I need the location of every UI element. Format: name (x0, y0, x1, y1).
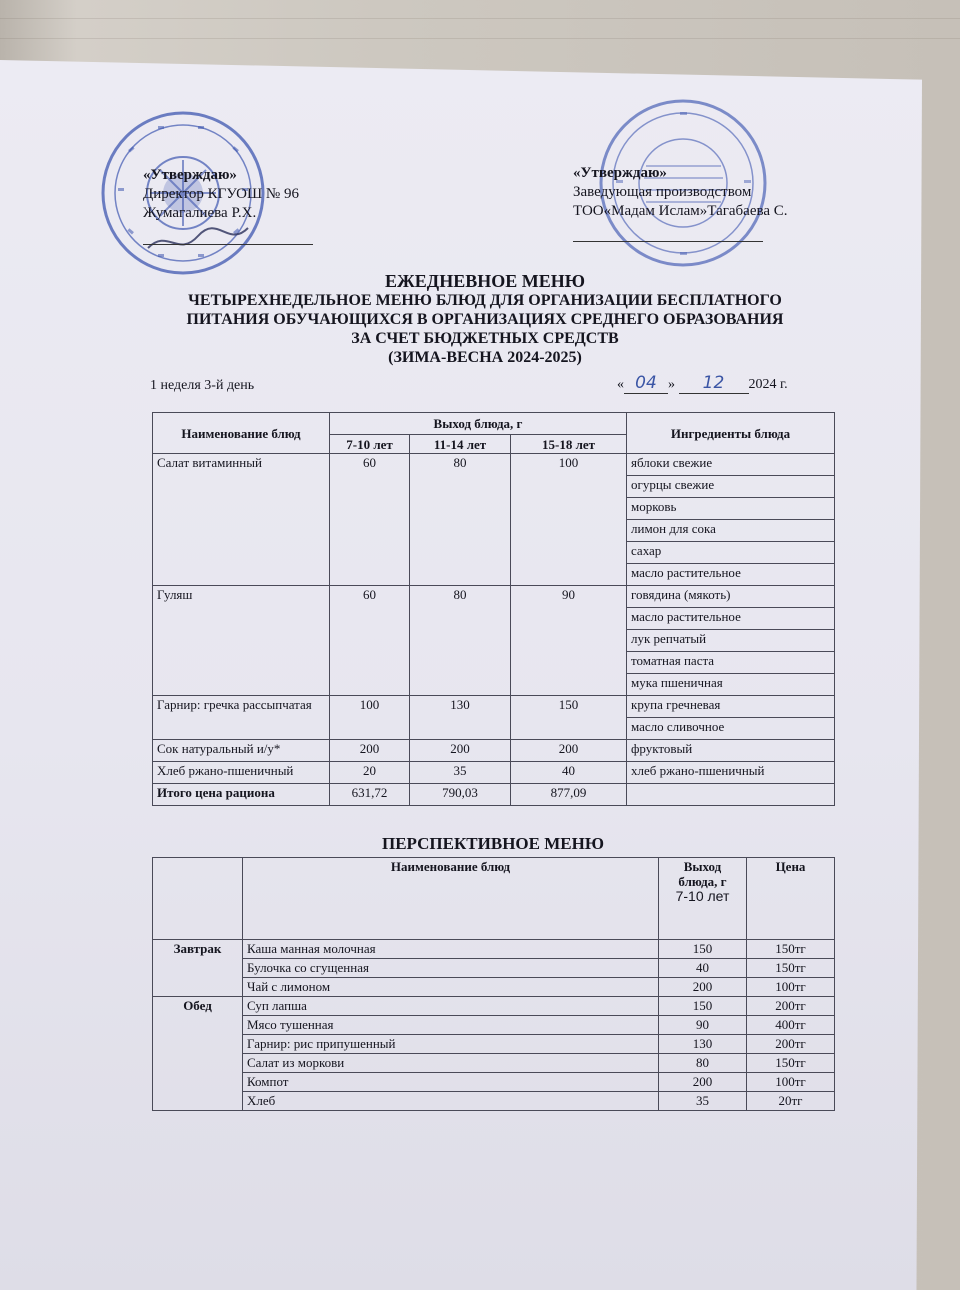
meal-name: Завтрак (153, 940, 243, 997)
dish-yield: 90 (511, 586, 627, 696)
ingredient: сахар (627, 542, 835, 564)
ingredient: мука пшеничная (627, 674, 835, 696)
dish-name: Суп лапша (243, 997, 659, 1016)
dish-yield: 100 (330, 696, 410, 740)
table-row (153, 696, 835, 718)
ingredient: морковь (627, 498, 835, 520)
dish-yield: 80 (410, 586, 511, 696)
ingredients-header: Ингредиенты блюда (627, 413, 835, 454)
dish-yield: 100 (511, 454, 627, 586)
approval-heading: «Утверждаю» (143, 167, 237, 183)
dish-name: Мясо тушенная (243, 1016, 659, 1035)
title-line: ЧЕТЫРЕХНЕДЕЛЬНОЕ МЕНЮ БЛЮД ДЛЯ ОРГАНИЗАЦИИ БЕСПЛАТНОГО (188, 292, 782, 309)
dish-name: Гуляш (153, 586, 330, 696)
dish-price: 150тг (747, 959, 835, 978)
dish-yield: 80 (659, 1054, 747, 1073)
yield-header (659, 858, 747, 940)
dish-yield: 150 (659, 997, 747, 1016)
table-row (153, 959, 835, 978)
title-line: ЕЖЕДНЕВНОЕ МЕНЮ (385, 271, 585, 291)
age-header: 15-18 лет (511, 435, 627, 454)
wood-grain (0, 38, 960, 39)
table-row (153, 586, 835, 608)
dish-yield: 130 (410, 696, 511, 740)
ingredient: лук репчатый (627, 630, 835, 652)
dish-yield: 60 (330, 454, 410, 586)
dish-name: Хлеб ржано-пшеничный (153, 762, 330, 784)
ingredient: хлеб ржано-пшеничный (627, 762, 835, 784)
wood-grain (0, 18, 960, 19)
empty-cell (627, 784, 835, 806)
dish-yield: 200 (511, 740, 627, 762)
table-row (153, 1073, 835, 1092)
ingredient: говядина (мякоть) (627, 586, 835, 608)
dish-yield: 150 (511, 696, 627, 740)
ingredient: яблоки свежие (627, 454, 835, 476)
age-header: 7-10 лет (330, 435, 410, 454)
production-head-name: ТОО«Мадам Ислам»Тагабаева С. (573, 203, 788, 219)
table-row (153, 1092, 835, 1111)
dish-yield: 35 (410, 762, 511, 784)
dish-yield: 200 (659, 978, 747, 997)
signature-line (143, 244, 313, 245)
dish-header: Наименование блюд (153, 413, 330, 454)
total-row (153, 784, 835, 806)
table-row (153, 1054, 835, 1073)
dish-yield: 60 (330, 586, 410, 696)
dish-name: Гарнир: рис припушенный (243, 1035, 659, 1054)
meal-name: Обед (153, 997, 243, 1111)
ingredient: огурцы свежие (627, 476, 835, 498)
perspective-menu-table (152, 857, 835, 1111)
table-row (153, 1016, 835, 1035)
dish-header: Наименование блюд (243, 858, 659, 940)
dish-yield: 200 (659, 1073, 747, 1092)
dish-price: 400тг (747, 1016, 835, 1035)
daily-menu-table (152, 412, 835, 806)
perspective-title: ПЕРСПЕКТИВНОЕ МЕНЮ (381, 834, 604, 853)
table-row (153, 978, 835, 997)
date-quote-close: » (668, 377, 675, 392)
age-header: 11-14 лет (410, 435, 511, 454)
table-row (153, 997, 835, 1016)
dish-yield: 35 (659, 1092, 747, 1111)
signature-line (573, 241, 763, 242)
title-line: ПИТАНИЯ ОБУЧАЮЩИХСЯ В ОРГАНИЗАЦИЯХ СРЕДНЕГО ОБРАЗОВАНИЯ (186, 311, 784, 328)
title-line: ЗА СЧЕТ БЮДЖЕТНЫХ СРЕДСТВ (351, 330, 619, 347)
age-header: 7-10 лет (675, 888, 730, 904)
dish-yield: 200 (330, 740, 410, 762)
meal-header (153, 858, 243, 940)
table-row (153, 940, 835, 959)
dish-price: 200тг (747, 1035, 835, 1054)
dish-name: Булочка со сгущенная (243, 959, 659, 978)
document-title (140, 272, 830, 367)
date-year: 2024 г. (748, 377, 788, 392)
total-label: Итого цена рациона (153, 784, 330, 806)
production-head-title: Заведующая производством (573, 184, 752, 200)
price-header: Цена (747, 858, 835, 940)
director-name: Жумагалиева Р.Х. (143, 205, 257, 221)
dish-price: 20тг (747, 1092, 835, 1111)
dish-yield: 20 (330, 762, 410, 784)
date-month: 12 (679, 373, 749, 394)
date-day: 04 (624, 373, 668, 394)
dish-price: 150тг (747, 1054, 835, 1073)
dish-yield: 90 (659, 1016, 747, 1035)
dish-price: 150тг (747, 940, 835, 959)
dish-name: Сок натуральный и/у* (153, 740, 330, 762)
dish-name: Хлеб (243, 1092, 659, 1111)
dish-name: Салат витаминный (153, 454, 330, 586)
dish-name: Салат из моркови (243, 1054, 659, 1073)
approval-right (573, 164, 863, 221)
total-price: 631,72 (330, 784, 410, 806)
dish-price: 100тг (747, 1073, 835, 1092)
ingredient: томатная паста (627, 652, 835, 674)
dish-yield: 130 (659, 1035, 747, 1054)
total-price: 790,03 (410, 784, 511, 806)
dish-yield: 40 (511, 762, 627, 784)
title-line: (ЗИМА-ВЕСНА 2024-2025) (388, 349, 582, 366)
date-quote-open: « (617, 377, 624, 392)
ingredient: масло сливочное (627, 718, 835, 740)
ingredient: масло растительное (627, 564, 835, 586)
table-row (153, 1035, 835, 1054)
total-price: 877,09 (511, 784, 627, 806)
ingredient: лимон для сока (627, 520, 835, 542)
approval-left (143, 166, 363, 223)
table-row (153, 740, 835, 762)
dish-price: 100тг (747, 978, 835, 997)
dish-yield: 80 (410, 454, 511, 586)
approval-heading: «Утверждаю» (573, 165, 667, 181)
dish-yield: 40 (659, 959, 747, 978)
menu-date (617, 373, 832, 394)
director-title: Директор КГУОШ № 96 (143, 186, 299, 202)
ingredient: фруктовый (627, 740, 835, 762)
ingredient: крупа гречневая (627, 696, 835, 718)
dish-name: Чай с лимоном (243, 978, 659, 997)
dish-name: Компот (243, 1073, 659, 1092)
yield-header: Выход блюда, г (330, 413, 627, 435)
dish-yield: 150 (659, 940, 747, 959)
table-row (153, 454, 835, 476)
week-day-label: 1 неделя 3-й день (150, 378, 255, 393)
ingredient: масло растительное (627, 608, 835, 630)
dish-price: 200тг (747, 997, 835, 1016)
table-row (153, 762, 835, 784)
dish-yield: 200 (410, 740, 511, 762)
dish-name: Гарнир: гречка рассыпчатая (153, 696, 330, 740)
dish-name: Каша манная молочная (243, 940, 659, 959)
yield-header-label: Выход блюда, г (678, 859, 727, 889)
